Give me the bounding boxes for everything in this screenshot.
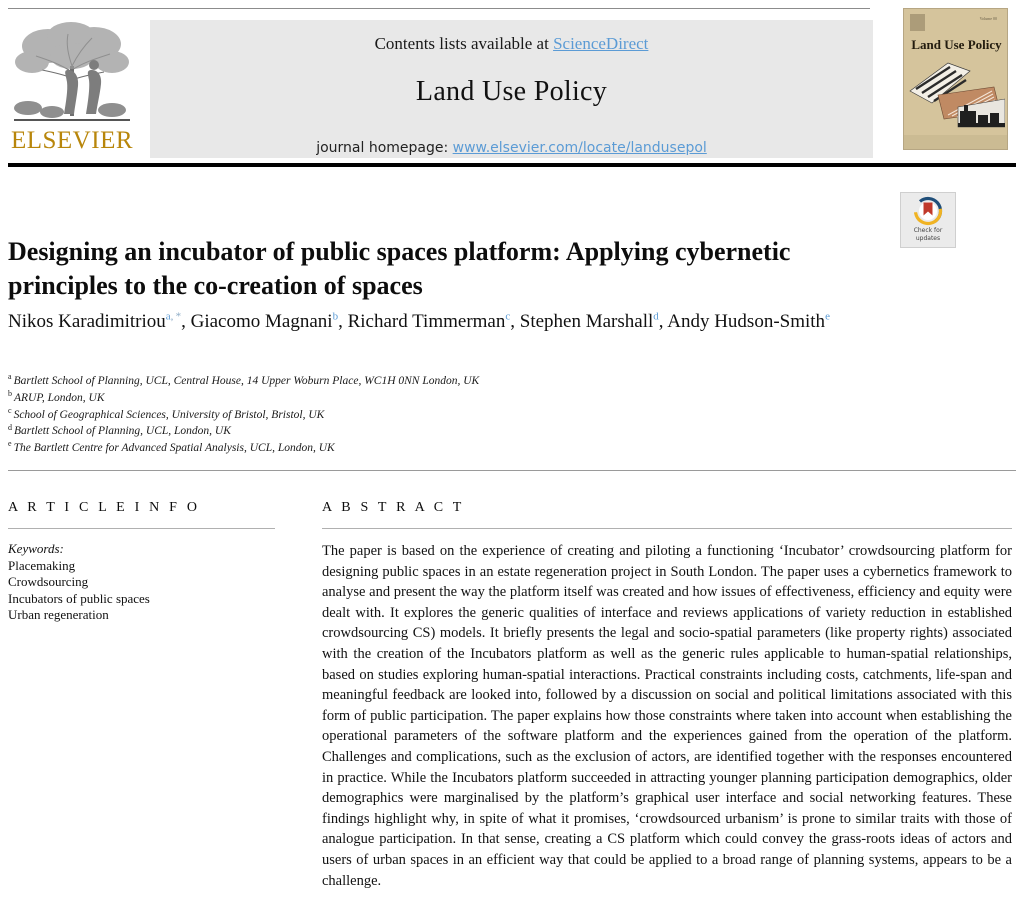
article-info-section [8, 500, 298, 624]
author-name: Richard Timmerman [347, 311, 506, 332]
corresponding-author-marker: , * [170, 310, 182, 323]
affiliation-marker: b [8, 388, 12, 398]
elsevier-logo [8, 20, 136, 158]
sciencedirect-link[interactable]: ScienceDirect [553, 34, 649, 53]
affiliation-list [8, 373, 708, 457]
contents-lists-line [150, 34, 873, 54]
keywords-block [8, 541, 298, 624]
journal-title-band [150, 20, 873, 158]
cover-journal-title: Land Use Policy [911, 37, 1002, 52]
author-name: Nikos Karadimitriou [8, 311, 166, 332]
affiliation-text: The Bartlett Centre for Advanced Spatial Analysis, UCL, London, UK [13, 442, 335, 455]
abstract-rule [322, 528, 1012, 529]
keyword-item: Placemaking [8, 557, 76, 573]
cover-bottom-band [904, 135, 1008, 149]
journal-homepage-link[interactable]: www.elsevier.com/locate/landusepol [452, 140, 707, 156]
author-name: Giacomo Magnani [190, 311, 333, 332]
affiliation-item [8, 373, 708, 390]
author-affiliation-marker: d [653, 310, 659, 323]
journal-homepage-line [150, 140, 873, 156]
affiliation-marker: e [8, 439, 12, 449]
article-info-rule [8, 528, 275, 529]
elsevier-wordmark: ELSEVIER [10, 127, 134, 154]
affiliation-item [8, 423, 708, 440]
affiliation-marker: c [8, 405, 12, 415]
crossmark-icon [913, 196, 943, 226]
affiliation-item [8, 390, 708, 407]
crossmark-label-line1: Check for [913, 227, 943, 234]
author-affiliation-marker: c [505, 310, 511, 323]
abstract-section [322, 500, 1012, 906]
cover-volume-label: Volume 00 [979, 16, 997, 21]
abstract-text: The paper is based on the experience of creating and piloting a functioning ‘Incubator’ crowdsourcing platform for designing public spaces in an estate regeneration project in South London. The paper uses a cybernetics framework to analyse and present the way the platform itself was created and how issues of effectiveness, efficiency and equity were dealt with. It explores the generic qualities of interface and reviews applications of variety reduction in established crowdsourcing CS) models. It briefly presents the legal and socio-spatial parameters (like property rights) associated with the creation of the Incubators platform as well as the generic rules applicable to human-spatial relationships, based on studies exploring human-spatial interactions. Practical constraints including costs, catchments, life-span and meaningful feedback are looked into, followed by a discussion on social and political limitations associated with this form of public participation. The paper explains how those constraints where taken into account when establishing the operational parameters of the software platform and the experiences gained from the operation of the platform. Challenges and complications, such as the exclusion of actors, are identified together with the responses encountered in practice. While the Incubators platform succeeded in attracting younger planning participation demographics, older demographics were marginalised by the platform’s graphical user interface and social networking features. These findings highlight why, in spite of what it promises, ‘crowdsourced urbanism’ is prone to similar traits with those of analogue participation. In that sense, creating a CS platform which could convey the grass-roots ideas of actors and users of urban spaces in an efficient way that could be applied to a broad range of planning systems, appears to be a challenge. [322, 543, 1012, 889]
journal-header [0, 0, 1024, 170]
affiliation-text: School of Geographical Sciences, University of Bristol, Bristol, UK [13, 408, 325, 421]
author-name: Stephen Marshall [519, 311, 654, 332]
affiliation-item [8, 440, 708, 457]
author-affiliation-marker: a [165, 310, 171, 323]
author-list: Nikos Karadimitriou$^{a, *}$, Giacomo Magnani$^b$, Richard Timmerman$^c$, Stephen Marshall$^d$, Andy Hudson-Smith$^e$ [8, 310, 830, 332]
affiliation-marker: a [8, 372, 12, 382]
cover-elsevier-icon [910, 14, 925, 31]
affiliation-text: Bartlett School of Planning, UCL, London, UK [14, 425, 231, 438]
header-top-rule [8, 8, 870, 9]
author-name: Andy Hudson-Smith [667, 311, 826, 332]
keyword-item: Incubators of public spaces [8, 590, 150, 606]
affiliation-marker: d [8, 422, 12, 432]
contents-lists-prefix: Contents lists available at [374, 34, 554, 53]
elsevier-tree-icon [8, 20, 136, 128]
page-title: Designing an incubator of public spaces platform: Applying cybernetic principles to the co-creation of spaces [8, 237, 791, 301]
crossmark-label [901, 227, 955, 242]
cover-artwork-icon [908, 61, 1005, 129]
keyword-item: Crowdsourcing [8, 574, 89, 589]
header-bottom-rule [8, 163, 1016, 167]
keyword-item: Urban regeneration [8, 607, 109, 622]
affiliation-bottom-rule [8, 470, 1016, 471]
affiliation-item [8, 407, 708, 424]
crossmark-badge[interactable] [900, 192, 956, 248]
affiliation-text: Bartlett School of Planning, UCL, Central House, 14 Upper Woburn Place, WC1H 0NN London, UK [13, 375, 480, 387]
journal-homepage-prefix: journal homepage: [316, 140, 453, 156]
journal-name: Land Use Policy [415, 76, 608, 107]
crossmark-label-line2: updates [915, 234, 941, 242]
keywords-label: Keywords: [8, 541, 64, 556]
journal-cover-thumbnail[interactable] [903, 8, 1008, 150]
author-affiliation-marker: b [332, 310, 339, 323]
article-info-heading: A R T I C L E I N F O [8, 500, 201, 515]
author-affiliation-marker: e [825, 310, 830, 323]
affiliation-text: ARUP, London, UK [14, 391, 105, 404]
abstract-heading: A B S T R A C T [322, 500, 465, 515]
